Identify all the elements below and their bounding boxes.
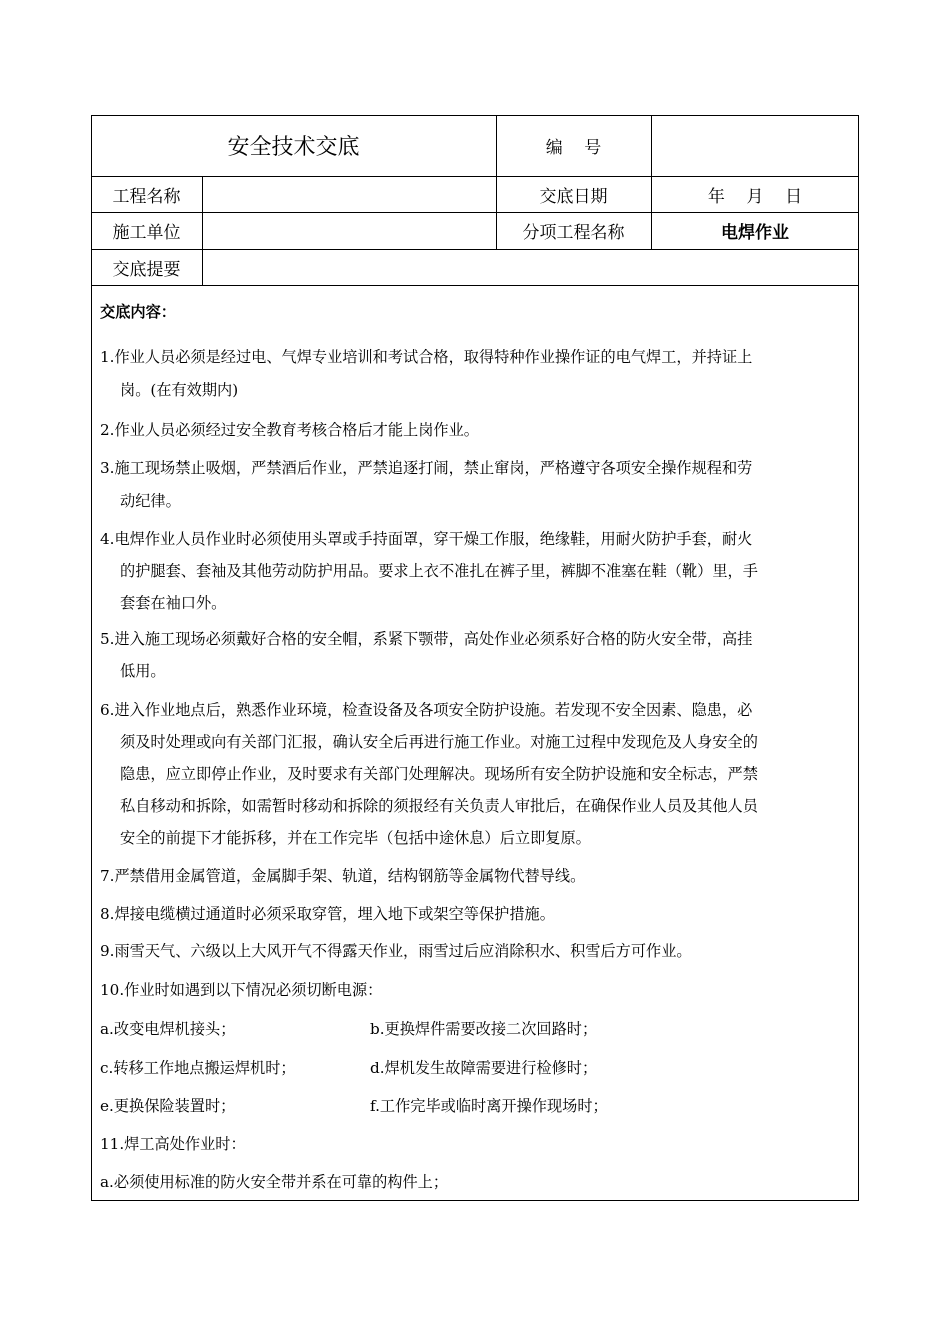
item-10-line-1: 10.作业时如遇到以下情况必须切断电源： — [100, 981, 383, 999]
item-10-c: c.转移工作地点搬运焊机时； — [100, 1059, 296, 1077]
item-9-line-1: 9.雨雪天气、六级以上大风开气不得露天作业，雨雪过后应消除积水、积雪后方可作业。 — [100, 942, 692, 960]
item-6-line-5: 安全的前提下才能拆移，并在工作完毕（包括中途休息）后立即复原。 — [120, 829, 591, 847]
item-6-line-3: 隐患，应立即停止作业，及时要求有关部门处理解决。现场所有安全防护设施和安全标志，严禁 — [120, 765, 758, 783]
item-10-b: b.更换焊件需要改接二次回路时； — [370, 1020, 598, 1038]
item-6-line-1: 6.进入作业地点后，熟悉作业环境，检查设备及各项安全防护设施。若发现不安全因素、隐患，必 — [100, 701, 753, 719]
sub-project-value: 电焊作业 — [721, 223, 789, 243]
item-8-line-1: 8.焊接电缆横过通道时必须采取穿管，埋入地下或架空等保护措施。 — [100, 905, 555, 923]
item-5-line-1: 5.进入施工现场必须戴好合格的安全帽，系紧下颚带，高处作业必须系好合格的防火安全带，高挂 — [100, 630, 753, 648]
summary-label: 交底提要 — [112, 259, 181, 280]
item-1-line-1: 1.作业人员必须是经过电、气焊专业培训和考试合格，取得特种作业操作证的电气焊工，并持证上 — [100, 348, 753, 366]
item-10-f: f.工作完毕或临时离开操作现场时； — [370, 1097, 608, 1115]
content-heading: 交底内容： — [100, 303, 176, 321]
item-7-line-1: 7.严禁借用金属管道，金属脚手架、轨道，结构钢筋等金属物代替导线。 — [100, 867, 586, 885]
item-11-a: a.必须使用标准的防火安全带并系在可靠的构件上； — [100, 1173, 449, 1191]
project-name-field[interactable] — [202, 176, 496, 212]
project-name-label: 工程名称 — [112, 186, 181, 207]
item-1-line-2: 岗。(在有效期内) — [120, 381, 239, 399]
sub-project-label: 分项工程名称 — [522, 223, 625, 243]
date-field[interactable]: 年 月 日 — [707, 186, 803, 207]
number-label: 编 号 — [545, 138, 602, 158]
item-10-a: a.改变电焊机接头； — [100, 1020, 236, 1038]
unit-label: 施工单位 — [112, 223, 181, 243]
item-6-line-2: 须及时处理或向有关部门汇报，确认安全后再进行施工作业。对施工过程中发现危及人身安全的 — [120, 733, 758, 751]
item-5-line-2: 低用。 — [120, 662, 166, 680]
item-3-line-1: 3.施工现场禁止吸烟，严禁酒后作业，严禁追逐打闹，禁止窜岗，严格遵守各项安全操作规程和劳 — [100, 459, 753, 477]
item-3-line-2: 动纪律。 — [120, 492, 181, 510]
number-field[interactable] — [651, 115, 859, 176]
item-2-line-1: 2.作业人员必须经过安全教育考核合格后才能上岗作业。 — [100, 421, 479, 439]
item-4-line-3: 套套在袖口外。 — [120, 594, 227, 612]
row-divider — [91, 285, 859, 286]
form-title: 安全技术交底 — [227, 135, 360, 160]
item-4-line-1: 4.电焊作业人员作业时必须使用头罩或手持面罩，穿干燥工作服，绝缘鞋，用耐火防护手套，耐火 — [100, 530, 753, 548]
unit-field[interactable] — [202, 212, 496, 249]
item-10-e: e.更换保险装置时； — [100, 1097, 236, 1115]
item-11-line-1: 11.焊工高处作业时： — [100, 1135, 246, 1153]
item-10-d: d.焊机发生故障需要进行检修时； — [370, 1059, 598, 1077]
summary-field[interactable] — [202, 249, 859, 285]
date-label: 交底日期 — [539, 186, 608, 207]
item-4-line-2: 的护腿套、套袖及其他劳动防护用品。要求上衣不准扎在裤子里，裤脚不准塞在鞋（靴）里，手 — [120, 562, 758, 580]
item-6-line-4: 私自移动和拆除，如需暂时移动和拆除的须报经有关负责人审批后，在确保作业人员及其他人员 — [120, 797, 758, 815]
